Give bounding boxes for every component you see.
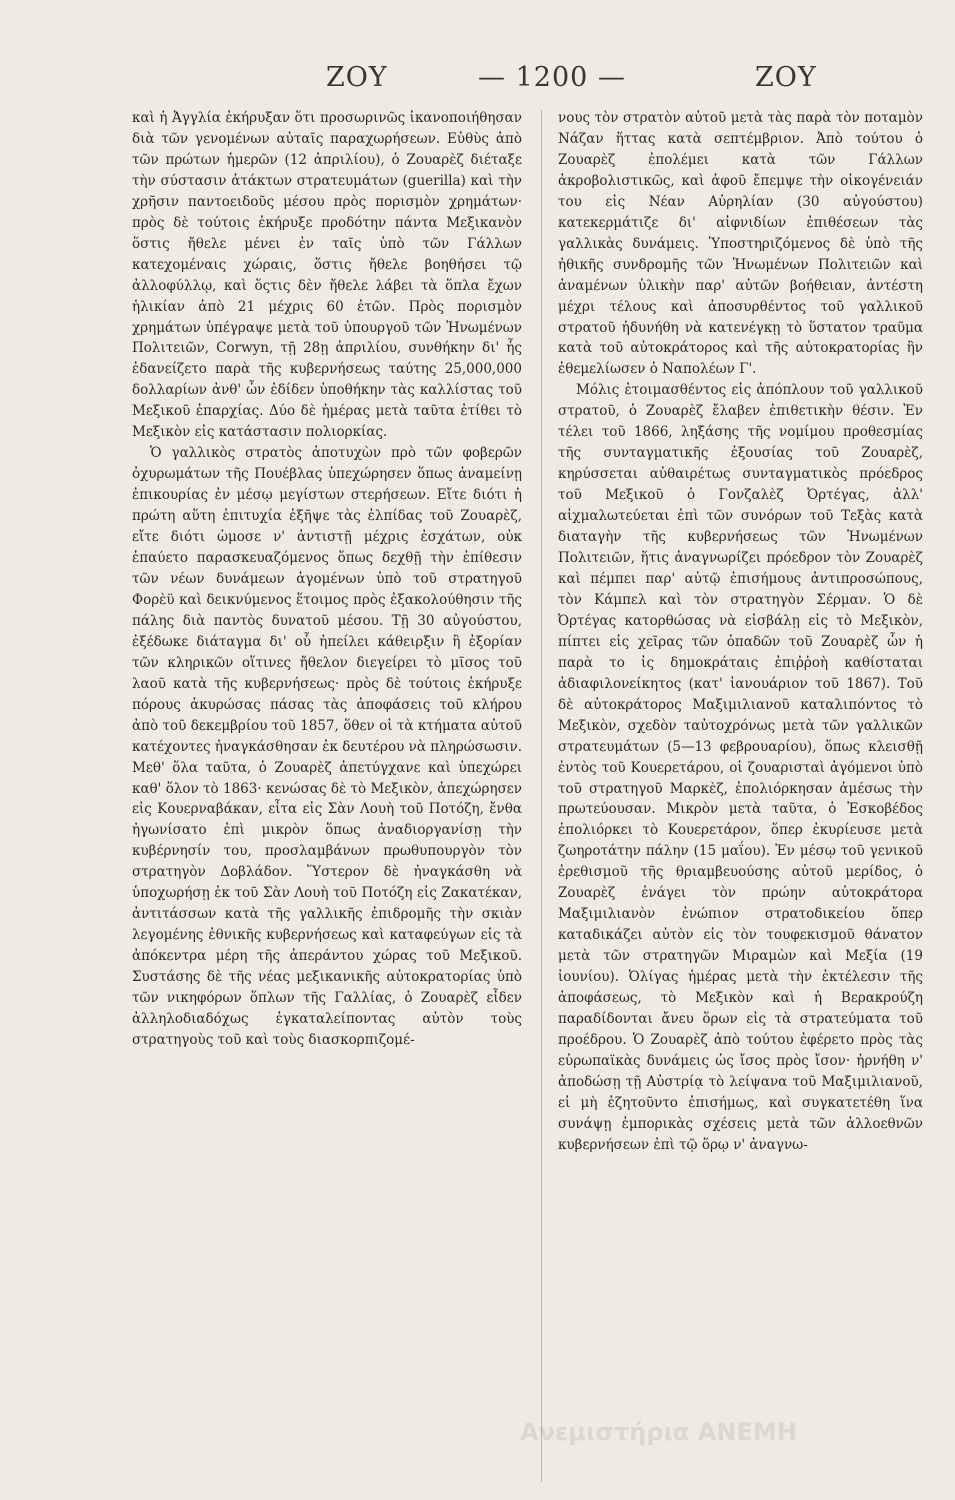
watermark: Ανεμιστήρια ΑΝΕΜΗ <box>520 1418 797 1446</box>
left-paragraph-1: καὶ ἡ Ἀγγλία ἐκήρυξαν ὅτι προσωρινῶς ἱκανοποιήθησαν διὰ τῶν γενομένων αὐταῖς παραχωρήσεων. Εὐθὺς ἀπὸ τῶν πρώτων ἡμερῶν (12 ἀπριλίου), ὁ Ζουαρὲζ διέταξε τὴν σύστασιν ἀτάκτων στρατευμάτων (guerilla) καὶ τὴν χρῆσιν παντοειδοῦς μέσου πρὸς πορισμὸν χρημάτων· πρὸς δὲ τούτοις ἐκήρυξε προδότην πάντα Μεξικανὸν ὅστις ἤθελε μένει ἐν ταῖς ὑπὸ τῶν Γάλλων κατεχομέναις χώραις, ὅστις ἤθελε βοηθήσει τῷ ἀλλοφύλλῳ, καὶ ὅςτις δὲν ἤθελε λάβει τὰ ὅπλα ἔχων ἡλικίαν ἀπὸ 21 μέχρις 60 ἐτῶν. Πρὸς πορισμὸν χρημάτων ὑπέγραψε μετὰ τοῦ ὑπουργοῦ τῶν Ἡνωμένων Πολιτειῶν, Corwyn, τῇ 28ῃ ἀπριλίου, συνθήκην δι' ἧς ἐδανείζετο παρὰ τῆς κυβερνήσεως ταύτης 25,000,000 δολλαρίων ἀνθ' ὧν ἐδίδεν ὑποθήκην τὰς καλλίστας τοῦ Μεξικοῦ ἐπαρχίας. Δύο δὲ ἡμέρας μετὰ ταῦτα ἐτίθει τὸ Μεξικὸν εἰς κατάστασιν πολιορκίας. <box>132 110 522 441</box>
left-paragraph-2: Ὁ γαλλικὸς στρατὸς ἀποτυχὼν πρὸ τῶν φοβερῶν ὀχυρωμάτων τῆς Πουέβλας ὑπεχώρησεν ὅπως ἀναμείνῃ ἐπικουρίας ἐν μέσῳ μεγίστων στερήσεων. Εἴτε διότι ἡ πρώτη αὕτη ἐπιτυχία ἐξῆψε τὰς ἐλπίδας τοῦ Ζουαρὲζ, εἴτε διότι ὡμοσε ν' ἀντιστῇ μέχρις ἐσχάτων, οὐκ ἐπαύετο παρασκευαζόμενος ὅπως δεχθῇ τὴν ἐπίθεσιν τῶν νέων δυνάμεων ἀγομένων ὑπὸ τοῦ στρατηγοῦ Φορὲϋ καὶ δεικνύμενος ἕτοιμος πρὸς ἐξακολούθησιν τῆς πάλης διὰ παντὸς δυνατοῦ μέσου. Τῇ 30 αὐγούστου, ἐξέδωκε διάταγμα δι' οὗ ἠπείλει κάθειρξιν ἢ ἐξορίαν τῶν κληρικῶν οἵτινες ἤθελον διεγείρει τὸ μῖσος τοῦ λαοῦ κατὰ τῆς κυβερνήσεως· πρὸς δὲ τούτοις ἐκήρυξε πόρους ἀκυρώσας πάσας τὰς ἀποφάσεις τοῦ κλήρου ἀπὸ τοῦ δεκεμβρίου τοῦ 1857, ὅθεν οἱ τὰ κτήματα αὐτοῦ κατέχοντες ἠναγκάσθησαν ἐκ δευτέρου νὰ πληρώσωσιν. Μεθ' ὅλα ταῦτα, ὁ Ζουαρὲζ ἀπετύγχανε καὶ ὑπεχώρει καθ' ὅλον τὸ 1863· κενώσας δὲ τὸ Μεξικὸν, ἀπεχώρησεν εἰς Κουερναβάκαν, εἶτα εἰς Σὰν Λουὴ τοῦ Ποτόζη, ἔνθα ἠγωνίσατο ἐπὶ μικρὸν ὅπως ἀναδιοργανίσῃ τὴν κυβέρνησίν του, προσλαμβάνων πρωθυπουργὸν τὸν στρατηγὸν Δοβλάδον. Ὕστερον δὲ ἠναγκάσθη νὰ ὑποχωρήσῃ ἐκ τοῦ Σὰν Λουὴ τοῦ Ποτόζη εἰς Ζακατέκαν, ἀντιτάσσων κατὰ τῆς γαλλικῆς ἐπιδρομῆς τὴν σκιὰν λεγομένης ἐθνικῆς κυβερνήσεως καὶ καταφεύγων εἰς τὰ ἀπόκεντρα μέρη τῆς ἀπεράντου χώρας τοῦ Μεξικοῦ. Συστάσης δὲ τῆς νέας μεξικανικῆς αὐτοκρατορίας ὑπὸ τῶν νικηφόρων ὅπλων τῆς Γαλλίας, ὁ Ζουαρὲζ εἶδεν ἀλληλοδιαδόχως ἐγκαταλείποντας αὐτὸν τοὺς στρατηγοὺς τοῦ καὶ τοὺς διασκορπιζομέ- <box>132 445 522 1048</box>
right-column <box>558 108 923 1486</box>
left-column <box>132 108 522 1486</box>
running-header <box>0 62 955 102</box>
page-number: — 1200 — <box>478 62 626 93</box>
header-right-entry: ΖΟΥ <box>755 62 817 93</box>
header-left-entry: ΖΟΥ <box>326 62 388 93</box>
right-paragraph-1: νους τὸν στρατὸν αὐτοῦ μετὰ τὰς παρὰ τὸν ποταμὸν Νάζαν ἥττας κατὰ σεπτέμβριον. Ἀπὸ τούτου ὁ Ζουαρὲζ ἐπολέμει κατὰ τῶν Γάλλων ἀκροβολιστικῶς, καὶ ἀφοῦ ἔπεμψε τὴν οἰκογένειάν του εἰς Νέαν Αὐρηλίαν (30 αὐγούστου) κατεκερμάτιζε δι' αἰφνιδίων ἐπιθέσεων τὰς γαλλικὰς δυνάμεις. Ὑποστηριζόμενος δὲ ὑπὸ τῆς ἠθικῆς συνδρομῆς τῶν Ἡνωμένων Πολιτειῶν καὶ ἀναμένων ὑλικὴν παρ' αὐτῶν βοήθειαν, ἀντέστη μέχρι τέλους καὶ ἀποσυρθέντος τοῦ γαλλικοῦ στρατοῦ ἠδυνήθη νὰ κατενέγκῃ τὸ ὕστατον τραῦμα κατὰ τοῦ αὐτοκράτορος καὶ τῆς αὐτοκρατορίας ἣν ἐθεμελίωσεν ὁ Ναπολέων Γ'. <box>558 110 923 378</box>
column-divider <box>541 110 542 1482</box>
right-paragraph-2: Μόλις ἑτοιμασθέντος εἰς ἀπόπλουν τοῦ γαλλικοῦ στρατοῦ, ὁ Ζουαρὲζ ἔλαβεν ἐπιθετικὴν θέσιν. Ἐν τέλει τοῦ 1866, ληξάσης τῆς νομίμου προθεσμίας τῆς συνταγματικῆς ἐξουσίας τοῦ Ζουαρὲζ, κηρύσσεται αὐθαιρέτως συνταγματικὸς πρόεδρος τοῦ Μεξικοῦ ὁ Γονζαλὲζ Ὀρτέγας, ἀλλ' αἰχμαλωτεύεται ἐπὶ τῶν συνόρων τοῦ Τεξὰς κατὰ διαταγὴν τῆς κυβερνήσεως τῶν Ἡνωμένων Πολιτειῶν, ἥτις ἀναγνωρίζει πρόεδρον τὸν Ζουαρὲζ καὶ πέμπει παρ' αὐτῷ ἐπισήμους ἀντιπροσώπους, τὸν Κάμπελ καὶ τὸν στρατηγὸν Σέρμαν. Ὁ δὲ Ὀρτέγας κατορθώσας νὰ εἰσβάλῃ εἰς τὸ Μεξικὸν, πίπτει εἰς χεῖρας τῶν ὀπαδῶν τοῦ Ζουαρὲζ ὧν ἡ παρὰ το ἰς δημοκράταις ἐπιῤῥοὴ καθίσταται ἀδιαφιλονείκητος (κατ' ἰανουάριον τοῦ 1867). Τοῦ δὲ αὐτοκράτορος Μαξιμιλιανοῦ καταλιπόντος τὸ Μεξικὸν, σχεδὸν ταὐτοχρόνως μετὰ τῶν γαλλικῶν στρατευμάτων (5—13 φεβρουαρίου), ὅπως κλεισθῇ ἐντὸς τοῦ Κουερετάρου, οἱ ζουαρισταὶ ἀγόμενοι ὑπὸ τοῦ στρατηγοῦ Μαρκὲζ, ἐπολιόρκησαν ἀμέσως τὴν πρωτεύουσαν. Μικρὸν μετὰ ταῦτα, ὁ Ἐσκοβέδος ἐπολιόρκει τὸ Κουερετάρον, ὅπερ ἐκυρίευσε μετὰ ζωηροτάτην πάλην (15 μαΐου). Ἐν μέσῳ τοῦ γενικοῦ ἐρεθισμοῦ τῆς θριαμβευούσης αὐτοῦ μερίδος, ὁ Ζουαρὲζ ἐνάγει τὸν πρώην αὐτοκράτορα Μαξιμιλιανὸν ἐνώπιον στρατοδικείου ὅπερ καταδικάζει αὐτὸν εἰς τὸν τουφεκισμοῦ θάνατον μετὰ τῶν στρατηγῶν Μιραμὼν καὶ Μεξία (19 ἰουνίου). Ὀλίγας ἡμέρας μετὰ τὴν ἐκτέλεσιν τῆς ἀποφάσεως, τὸ Μεξικὸν καὶ ἡ Βερακρούζη παραδίδονται ἄνευ ὅρων εἰς τὰ στρατεύματα τοῦ προέδρου. Ὁ Ζουαρὲζ ἀπὸ τούτου ἐφέρετο πρὸς τὰς εὐρωπαϊκὰς δυνάμεις ὡς ἴσος πρὸς ἴσον· ἠρνήθη ν' ἀποδώσῃ τῇ Αὐστρίᾳ τὸ λείψανα τοῦ Μαξιμιλιανοῦ, εἰ μὴ ἐζητοῦντο ἐπισήμως, καὶ συγκατετέθη ἵνα συνάψῃ ἐμπορικὰς σχέσεις μετὰ τῶν ἀλλοεθνῶν κυβερνήσεων ἐπὶ τῷ ὅρῳ ν' ἀναγνω- <box>558 382 923 1153</box>
